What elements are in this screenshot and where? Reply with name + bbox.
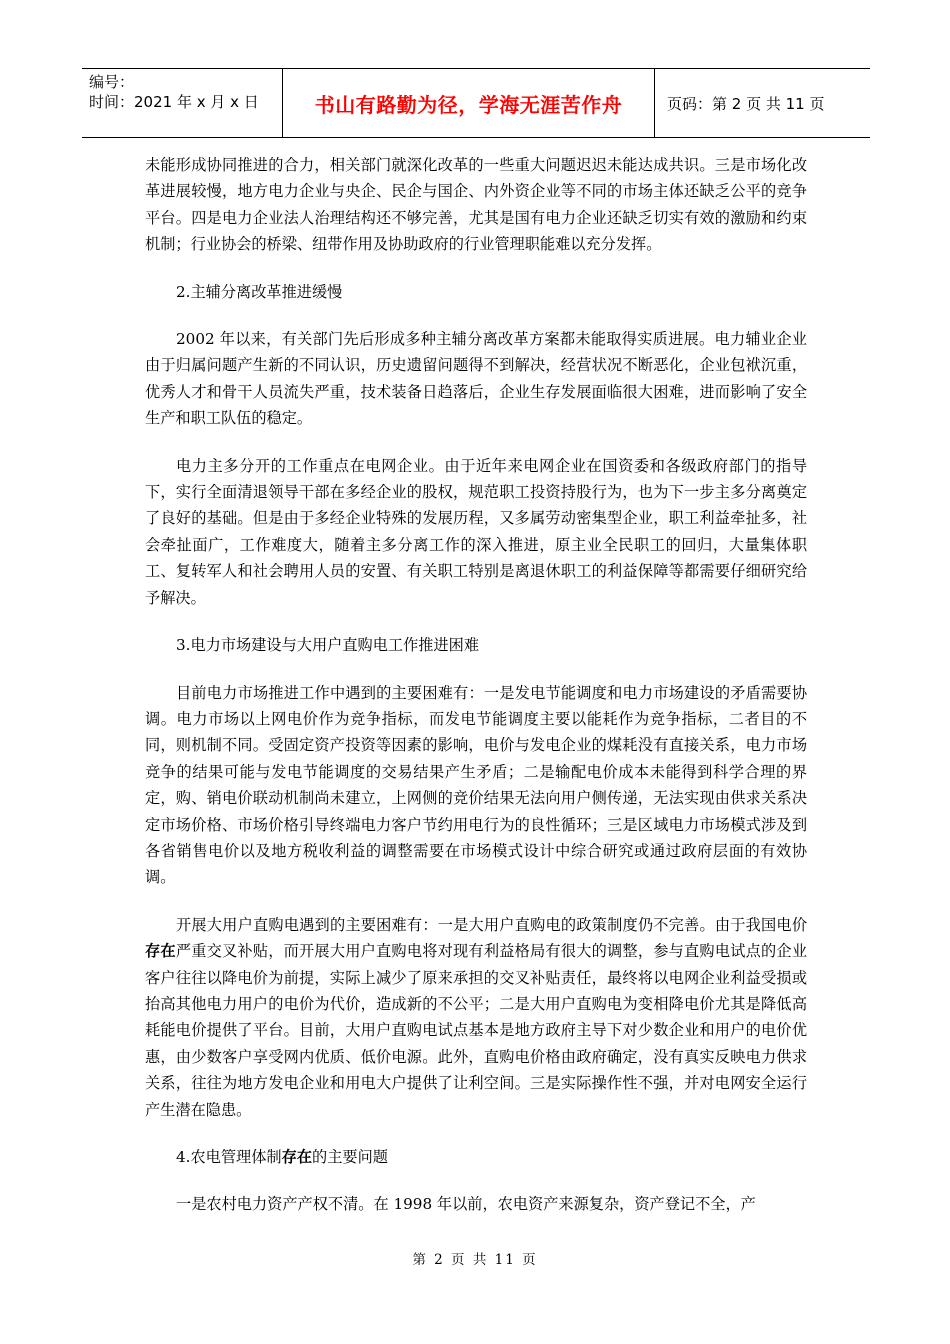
- paragraph: [145, 912, 807, 1123]
- page-footer: [0, 1248, 950, 1268]
- document-body: [145, 152, 807, 1239]
- heading-text: 的主要问题: [312, 1148, 388, 1166]
- paragraph-text: 开展大用户直购电遇到的主要困难有：一是大用户直购电的政策制度仍不完善。由于我国电价: [176, 915, 807, 934]
- paragraph: 2002 年以来，有关部门先后形成多种主辅分离改革方案都未能取得实质进展。电力辅业企业由于归属问题产生新的不同认识，历史遗留问题得不到解决，经营状况不断恶化，企业包袱沉重，优秀人才和骨干人员流失严重，技术装备日趋落后，企业生存发展面临很大困难，进而影响了安全生产和职工队伍的稳定。: [145, 330, 807, 428]
- section-heading: [145, 1144, 807, 1170]
- paragraph: 未能形成协同推进的合力，相关部门就深化改革的一些重大问题迟迟未能达成共识。三是市场化改革进展较慢，地方电力企业与央企、民企与国企、内外资企业等不同的市场主体还缺乏公平的竞争平台。四是电力企业法人治理结构还不够完善，尤其是国有电力企业还缺乏切实有效的激励和约束机制；行业协会的桥梁、纽带作用及协助政府的行业管理职能难以充分发挥。: [145, 156, 807, 254]
- document-time-label: 时间：2021 年 x 月 x 日: [89, 93, 259, 111]
- header-motto-cell: [282, 69, 655, 137]
- paragraph: 电力主多分开的工作重点在电网企业。由于近年来电网企业在国资委和各级政府部门的指导下，实行全面清退领导干部在多经企业的股权，规范职工投资持股行为，也为下一步主多分离奠定了良好的基础。但是由于多经企业特殊的发展历程，又多属劳动密集型企业，职工利益牵扯多，社会牵扯面广，工作难度大，随着主多分离工作的深入推进，原主业全民职工的回归，大量集体职工、复转军人和社会聘用人员的安置、有关职工特别是离退休职工的利益保障等都需要仔细研究给予解决。: [145, 456, 807, 607]
- document-header: [82, 68, 870, 138]
- page-indicator: 页码：第 2 页 共 11 页: [667, 94, 825, 113]
- paragraph: 一是农村电力资产产权不清。在 1998 年以前，农电资产来源复杂，资产登记不全，产: [176, 1195, 756, 1214]
- header-page-cell: [655, 69, 870, 137]
- paragraph: 目前电力市场推进工作中遇到的主要困难有：一是发电节能调度和电力市场建设的矛盾需要协调。电力市场以上网电价作为竞争指标，而发电节能调度主要以能耗作为竞争指标，二者目的不同，则机制不同。受固定资产投资等因素的影响，电价与发电企业的煤耗没有直接关系，电力市场竞争的结果可能与发电节能调度的交易结果产生矛盾；二是输配电价成本未能得到科学合理的界定，购、销电价联动机制尚未建立，上网侧的竞价结果无法向用户侧传递，无法实现由供求关系决定市场价格、市场价格引导终端电力客户节约用电行为的良性循环；三是区域电力市场模式涉及到各省销售电价以及地方税收利益的调整需要在市场模式设计中综合研究或通过政府层面的有效协调。: [145, 683, 807, 887]
- motto-text: 书山有路勤为径，学海无涯苦作舟: [314, 92, 623, 117]
- section-heading: 3.电力市场建设与大用户直购电工作推进困难: [176, 636, 480, 655]
- footer-page-number: 第 2 页 共 11 页: [412, 1252, 538, 1268]
- emphasized-text: 存在: [145, 942, 176, 961]
- header-meta: [82, 69, 282, 137]
- section-heading: 2.主辅分离改革推进缓慢: [176, 282, 343, 301]
- heading-text: 4.农电管理体制: [176, 1148, 282, 1166]
- emphasized-text: 存在: [281, 1148, 312, 1166]
- document-number-label: 编号：: [89, 73, 135, 91]
- paragraph-text: 严重交叉补贴，而开展大用户直购电将对现有利益格局有很大的调整，参与直购电试点的企业客户往往以降电价为前提，实际上减少了原来承担的交叉补贴责任，最终将以电网企业利益受损或抬高其他电力用户的电价为代价，造成新的不公平；二是大用户直购电为变相降电价尤其是降低高耗能电价提供了平台。目前，大用户直购电试点基本是地方政府主导下对少数企业和用户的电价优惠，由少数客户享受网内优质、低价电源。此外，直购电价格由政府确定，没有真实反映电力供求关系，往往为地方发电企业和用电大户提供了让利空间。三是实际操作性不强，并对电网安全运行产生潜在隐患。: [145, 942, 808, 1119]
